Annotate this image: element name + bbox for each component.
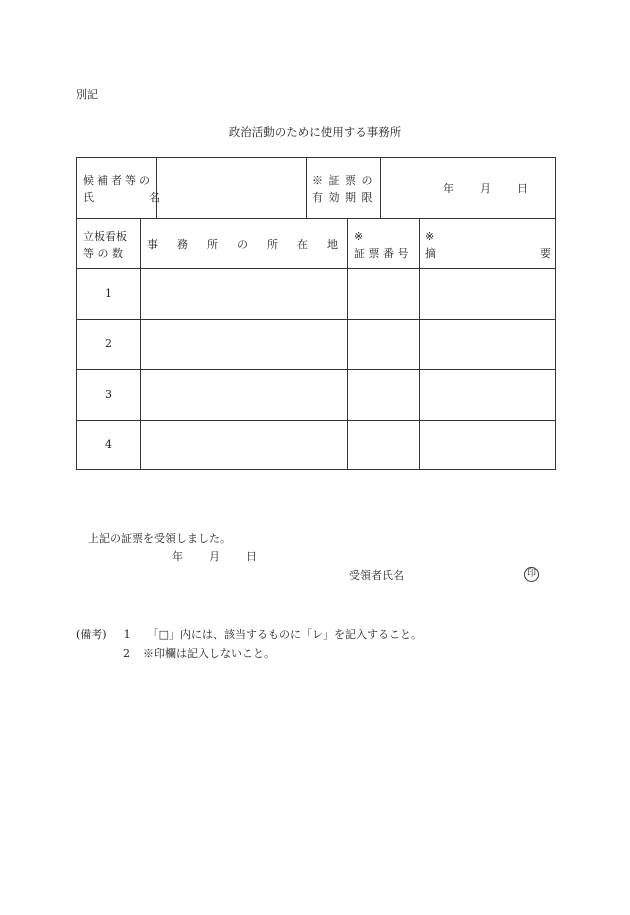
notes-label: (備考) (76, 628, 107, 641)
office-form-table (76, 157, 556, 470)
seal-stamp-icon: 印 (524, 567, 539, 582)
row-number: 1 (105, 287, 112, 300)
validity-date-field[interactable]: 年 月 日 (443, 182, 528, 195)
note-number: 2 (123, 647, 130, 660)
office-location-header: 事 務 所 の 所 在 地 (147, 238, 342, 251)
row-number: 2 (105, 337, 112, 350)
row-number: 4 (105, 438, 112, 451)
note-number: 1 (123, 628, 131, 641)
remarks-header: ※ 摘 要 (425, 230, 551, 260)
candidate-name-label: 候補者等の 氏 名 (83, 174, 163, 204)
notes-section (76, 625, 422, 663)
note-text: ※印欄は記入しないこと。 (143, 647, 275, 660)
sign-count-header: 立板看板 等 の 数 (83, 230, 127, 260)
validity-period-label: ※ 証 票 の 有 効 期 限 (312, 174, 374, 204)
recipient-name-label: 受領者氏名 (349, 569, 404, 582)
certificate-number-header: ※ 証 票 番 号 (354, 230, 409, 260)
receipt-date[interactable]: 年 月 日 (172, 550, 257, 563)
document-title: 政治活動のために使用する事務所 (228, 125, 402, 139)
attachment-label: 別記 (76, 88, 98, 101)
note-text: 「□」内には、該当するものに「レ」を記入すること。 (147, 628, 422, 641)
row-number: 3 (105, 388, 112, 401)
receipt-statement: 上記の証票を受領しました。 (88, 532, 231, 545)
